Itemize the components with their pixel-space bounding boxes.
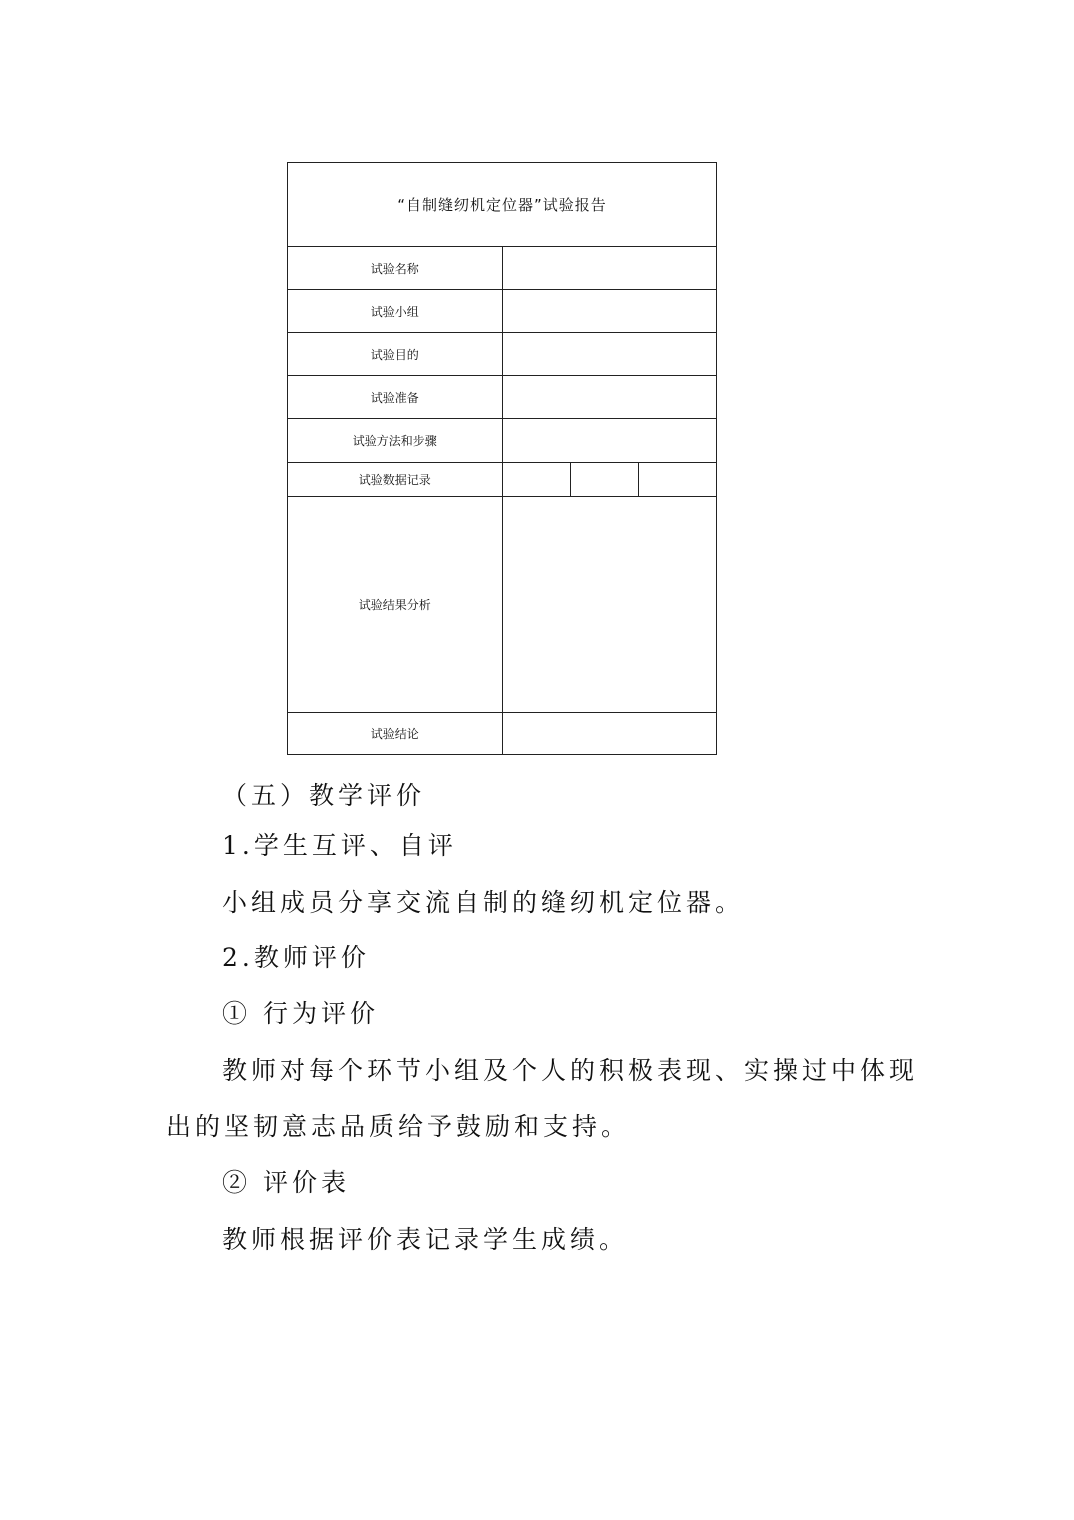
data-subcell-2: [571, 463, 639, 496]
item1-heading: 1.学生互评、自评: [222, 831, 457, 860]
item2-heading: 2.教师评价: [222, 943, 370, 972]
row-preparation: [288, 376, 717, 419]
row-group: [288, 290, 717, 333]
row-analysis: [288, 497, 717, 713]
value-purpose: [502, 333, 717, 376]
value-group: [502, 290, 717, 333]
label-method: 试验方法和步骤: [288, 419, 503, 463]
value-method: [502, 419, 717, 463]
sub1-body-line2: 出的坚韧意志品质给予鼓励和支持。: [166, 1112, 631, 1141]
sub2-heading: ② 评价表: [222, 1168, 350, 1197]
experiment-report-table: [287, 162, 717, 755]
row-purpose: [288, 333, 717, 376]
value-data-record: [502, 463, 717, 497]
report-title: “自制缝纫机定位器”试验报告: [288, 163, 717, 247]
sub2-body: 教师根据评价表记录学生成绩。: [222, 1225, 629, 1254]
label-data-record: 试验数据记录: [288, 463, 503, 497]
report-title-row: [288, 163, 717, 247]
data-subcell-3: [639, 463, 717, 496]
section-heading: （五）教学评价: [222, 781, 426, 810]
value-name: [502, 247, 717, 290]
row-conclusion: [288, 713, 717, 755]
row-name: [288, 247, 717, 290]
data-record-subcells: [503, 463, 717, 496]
label-preparation: 试验准备: [288, 376, 503, 419]
data-subcell-1: [503, 463, 571, 496]
label-analysis: 试验结果分析: [288, 497, 503, 713]
item1-body: 小组成员分享交流自制的缝纫机定位器。: [222, 888, 745, 917]
label-conclusion: 试验结论: [288, 713, 503, 755]
sub1-heading: ① 行为评价: [222, 999, 379, 1028]
label-group: 试验小组: [288, 290, 503, 333]
sub1-body-line1: 教师对每个环节小组及个人的积极表现、实操过中体现: [222, 1056, 919, 1085]
row-method: [288, 419, 717, 463]
row-data-record: [288, 463, 717, 497]
label-purpose: 试验目的: [288, 333, 503, 376]
value-conclusion: [502, 713, 717, 755]
label-name: 试验名称: [288, 247, 503, 290]
value-preparation: [502, 376, 717, 419]
value-analysis: [502, 497, 717, 713]
